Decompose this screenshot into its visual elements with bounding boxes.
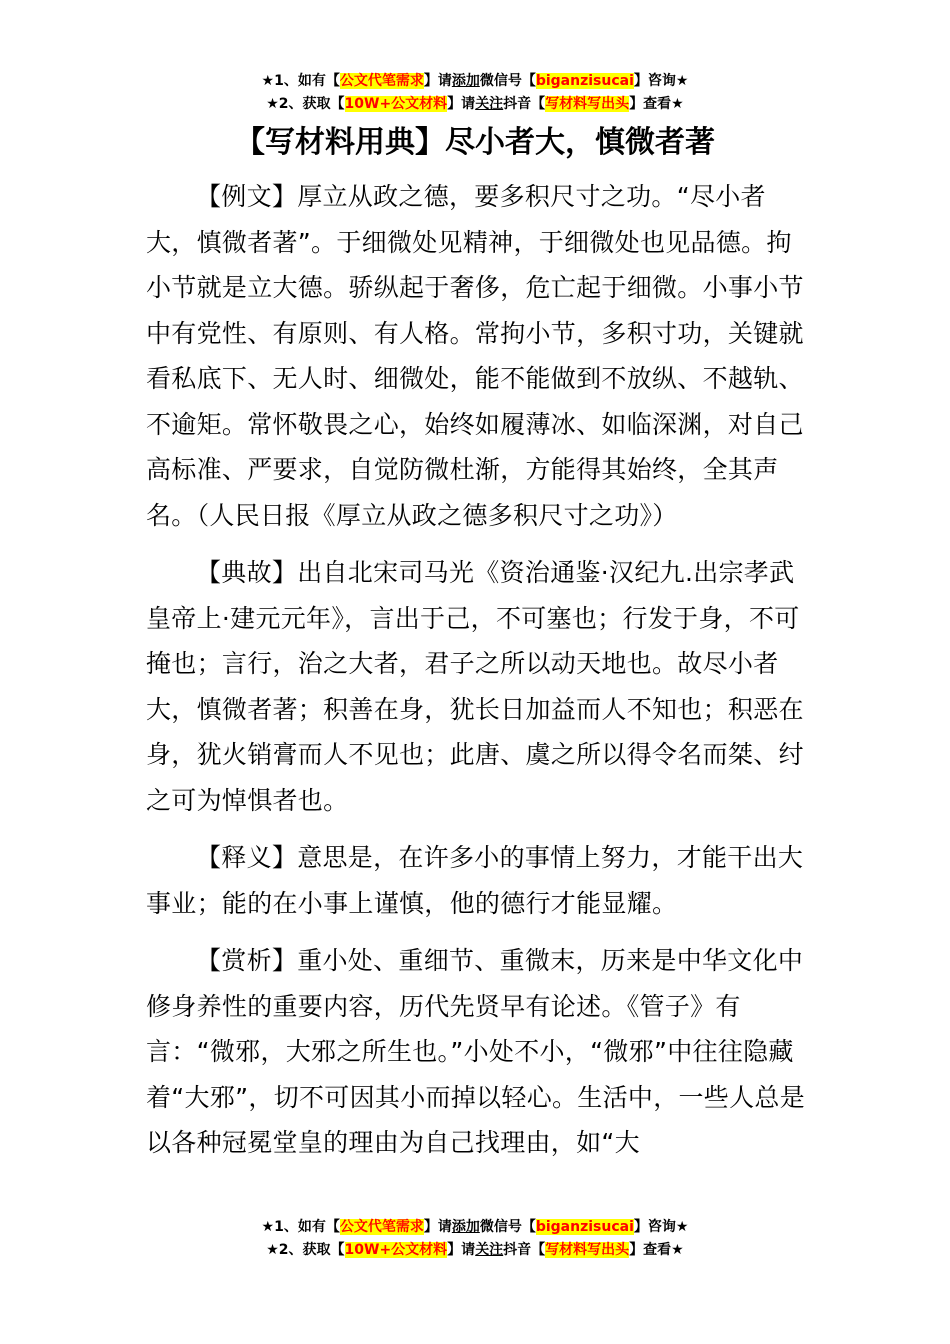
document-body: [146, 174, 811, 1178]
notice-line-1: ★1、如有【公文代笔需求】请添加微信号【biganzisucai】咨询★: [261, 1219, 689, 1235]
highlight-service: 公文代笔需求: [339, 1219, 424, 1235]
paragraph-allusion: 【典故】出自北宋司马光《资治通鉴·汉纪九.出宗孝武皇帝上·建元元年》，言出于己，不可塞也；行发于身，不可掩也；言行，治之大者，君子之所以动天地也。故尽小者大，慎微者著；积善在身，犹长日加益而人不知也；积恶在身，犹火销膏而人不见也；此唐、虞之所以得令名而桀、纣之可为悼惧者也。: [146, 558, 804, 815]
paragraph-meaning: 【释义】意思是，在许多小的事情上努力，才能干出大事业；能的在小事上谨慎，他的德行才能显耀。: [146, 843, 804, 918]
paragraph-example: 【例文】厚立从政之德，要多积尺寸之功。“尽小者大，慎微者著”。于细微处见精神，于细微处也见品德。拘小节就是立大德。骄纵起于奢侈，危亡起于细微。小事小节中有党性、有原则、有人格。常拘小节，多积寸功，关键就看私底下、无人时、细微处，能不能做到不放纵、不越轨、不逾矩。常怀敬畏之心，始终如履薄冰、如临深渊，对自己高标准、严要求，自觉防微杜渐，方能得其始终，全其声名。（人民日报《厚立从政之德多积尺寸之功》）: [146, 182, 804, 530]
highlight-service: 公文代笔需求: [339, 73, 424, 89]
highlight-materials: 10W+公文材料: [344, 1242, 448, 1258]
page-title: 【写材料用典】尽小者大，慎微者著: [235, 125, 715, 160]
header-notice: [0, 70, 950, 116]
notice-line-1: ★1、如有【公文代笔需求】请添加微信号【biganzisucai】咨询★: [261, 73, 689, 89]
douyin-account: 写材料写出头: [545, 96, 630, 112]
wechat-id: biganzisucai: [535, 1219, 634, 1235]
notice-line-2: ★2、获取【10W+公文材料】请关注抖音【写材料写出头】查看★: [266, 96, 684, 112]
notice-line-2: ★2、获取【10W+公文材料】请关注抖音【写材料写出头】查看★: [266, 1242, 684, 1258]
paragraph-appreciation: 【赏析】重小处、重细节、重微末，历来是中华文化中修身养性的重要内容，历代先贤早有论述。《管子》有言：“微邪，大邪之所生也。”小处不小，“微邪”中往往隐藏着“大邪”，切不可因其小而掉以轻心。生活中，一些人总是以各种冠冕堂皇的理由为自己找理由，如“大: [146, 946, 806, 1157]
wechat-id: biganzisucai: [535, 73, 634, 89]
douyin-account: 写材料写出头: [545, 1242, 630, 1258]
footer-notice: [0, 1216, 950, 1262]
highlight-materials: 10W+公文材料: [344, 96, 448, 112]
